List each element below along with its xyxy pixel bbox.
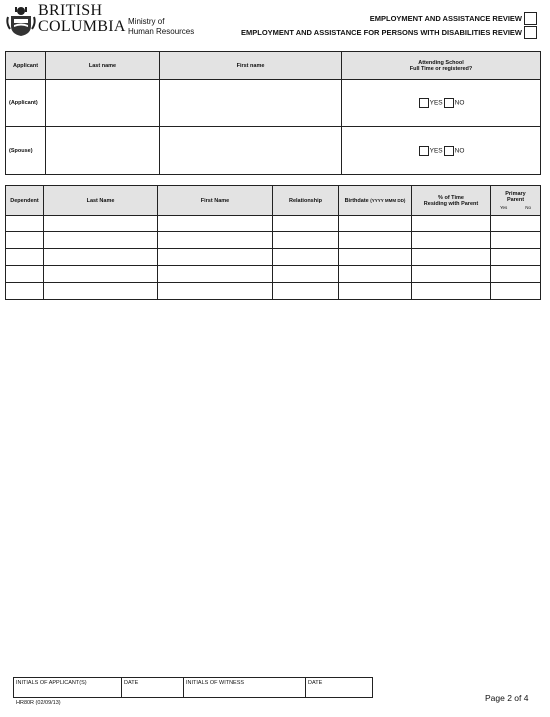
spouse-last-name-field[interactable] xyxy=(46,127,160,175)
spouse-attending-cell xyxy=(342,127,541,175)
review-pwd-checkbox[interactable] xyxy=(524,26,537,39)
col-applicant: Applicant xyxy=(6,52,46,80)
spouse-no-checkbox[interactable] xyxy=(444,146,454,156)
spouse-yes-label: YES xyxy=(429,147,443,155)
col-attending-school-line1: Attending School xyxy=(418,59,464,66)
applicant-attending-cell xyxy=(342,80,541,127)
dependent-first-name-field[interactable] xyxy=(158,283,273,300)
applicant-last-name-field[interactable] xyxy=(46,80,160,127)
applicant-row xyxy=(6,80,541,127)
applicant-first-name-field[interactable] xyxy=(160,80,342,127)
dependent-cell[interactable] xyxy=(6,283,44,300)
dependent-row xyxy=(6,232,541,249)
dependent-birthdate-field[interactable] xyxy=(339,232,412,249)
dependent-last-name-field[interactable] xyxy=(44,232,158,249)
spouse-no-label: NO xyxy=(454,147,465,155)
date-applicant-label: DATE xyxy=(124,680,139,686)
dependent-cell[interactable] xyxy=(6,249,44,266)
col-birthdate-label: Birthdate xyxy=(344,197,369,204)
review-pwd-label: EMPLOYMENT AND ASSISTANCE FOR PERSONS WITH DISABILITIES REVIEW xyxy=(241,28,522,37)
dependent-cell[interactable] xyxy=(6,266,44,283)
dependent-birthdate-field[interactable] xyxy=(339,249,412,266)
dependent-primary-field[interactable] xyxy=(491,249,541,266)
col-last-name: Last name xyxy=(46,52,160,80)
dependent-percent-field[interactable] xyxy=(412,249,491,266)
dependent-last-name-field[interactable] xyxy=(44,216,158,232)
dependent-cell[interactable] xyxy=(6,216,44,232)
dependent-row xyxy=(6,283,541,300)
initials-witness-label: INITIALS OF WITNESS xyxy=(186,680,245,686)
dependent-relationship-field[interactable] xyxy=(273,266,339,283)
dependent-relationship-field[interactable] xyxy=(273,249,339,266)
col-birthdate-format: (YYYY MMM DD) xyxy=(370,197,406,203)
initials-row xyxy=(14,678,373,698)
spouse-row-label: (Spouse) xyxy=(6,127,46,175)
dependent-birthdate-field[interactable] xyxy=(339,283,412,300)
date-witness-field[interactable] xyxy=(306,678,373,698)
col-primary-no: No xyxy=(525,205,532,210)
col-relationship: Relationship xyxy=(273,186,339,216)
applicant-table xyxy=(5,51,541,175)
initials-applicant-field[interactable] xyxy=(14,678,122,698)
dependent-first-name-field[interactable] xyxy=(158,249,273,266)
dependent-row xyxy=(6,249,541,266)
form-code: HR80R (02/09/13) xyxy=(16,700,61,706)
dependent-percent-field[interactable] xyxy=(412,266,491,283)
col-primary-yes: Yes xyxy=(499,205,508,210)
initials-witness-field[interactable] xyxy=(184,678,306,698)
col-primary-parent xyxy=(491,186,541,216)
dependent-primary-field[interactable] xyxy=(491,216,541,232)
dependent-first-name-field[interactable] xyxy=(158,232,273,249)
dependent-relationship-field[interactable] xyxy=(273,283,339,300)
dependent-percent-field[interactable] xyxy=(412,216,491,232)
dependent-table-header xyxy=(6,186,541,216)
dependent-last-name-field[interactable] xyxy=(44,266,158,283)
review-ea-checkbox[interactable] xyxy=(524,12,537,25)
date-witness-label: DATE xyxy=(308,680,323,686)
dependent-first-name-field[interactable] xyxy=(158,266,273,283)
dependent-percent-field[interactable] xyxy=(412,232,491,249)
applicant-row-label: (Applicant) xyxy=(6,80,46,127)
bc-wordmark-line1: BRITISH xyxy=(38,2,103,19)
applicant-yes-label: YES xyxy=(429,99,443,107)
col-dep-last-name: Last Name xyxy=(44,186,158,216)
page-number: Page 2 of 4 xyxy=(485,693,529,703)
col-first-name: First name xyxy=(160,52,342,80)
col-dep-first-name: First Name xyxy=(158,186,273,216)
applicant-yes-checkbox[interactable] xyxy=(419,98,429,108)
initials-applicant-label: INITIALS OF APPLICANT(S) xyxy=(16,680,87,686)
dependent-relationship-field[interactable] xyxy=(273,232,339,249)
review-ea-label: EMPLOYMENT AND ASSISTANCE REVIEW xyxy=(369,14,522,23)
col-birthdate xyxy=(339,186,412,216)
dependent-first-name-field[interactable] xyxy=(158,216,273,232)
applicant-no-checkbox[interactable] xyxy=(444,98,454,108)
dependent-last-name-field[interactable] xyxy=(44,249,158,266)
applicant-no-label: NO xyxy=(454,99,465,107)
spouse-row xyxy=(6,127,541,175)
spouse-first-name-field[interactable] xyxy=(160,127,342,175)
dependent-table xyxy=(5,185,541,300)
dependent-last-name-field[interactable] xyxy=(44,283,158,300)
col-dependent: Dependent xyxy=(6,186,44,216)
bc-wordmark-line2: COLUMBIA xyxy=(38,18,126,35)
ministry-line1: Ministry of xyxy=(128,17,165,26)
col-percent-time-line1: % of Time xyxy=(438,194,464,201)
col-attending-school xyxy=(342,52,541,80)
dependent-birthdate-field[interactable] xyxy=(339,216,412,232)
dependent-primary-field[interactable] xyxy=(491,283,541,300)
col-percent-time-line2: Residing with Parent xyxy=(423,200,479,207)
bc-wordmark xyxy=(38,3,126,35)
col-primary-parent-line1: Primary xyxy=(505,191,526,197)
initials-table xyxy=(13,677,373,698)
dependent-relationship-field[interactable] xyxy=(273,216,339,232)
dependent-cell[interactable] xyxy=(6,232,44,249)
dependent-primary-field[interactable] xyxy=(491,232,541,249)
col-primary-parent-line2: Parent xyxy=(506,197,525,203)
spouse-yes-checkbox[interactable] xyxy=(419,146,429,156)
bc-crest-icon xyxy=(6,5,36,37)
ministry-name xyxy=(128,17,194,37)
dependent-percent-field[interactable] xyxy=(412,283,491,300)
dependent-birthdate-field[interactable] xyxy=(339,266,412,283)
dependent-row xyxy=(6,266,541,283)
date-applicant-field[interactable] xyxy=(122,678,184,698)
ministry-line2: Human Resources xyxy=(128,27,195,36)
col-attending-school-line2: Full Time or registered? xyxy=(409,65,473,72)
dependent-primary-field[interactable] xyxy=(491,266,541,283)
dependent-row xyxy=(6,216,541,232)
applicant-table-header xyxy=(6,52,541,80)
col-percent-time xyxy=(412,186,491,216)
